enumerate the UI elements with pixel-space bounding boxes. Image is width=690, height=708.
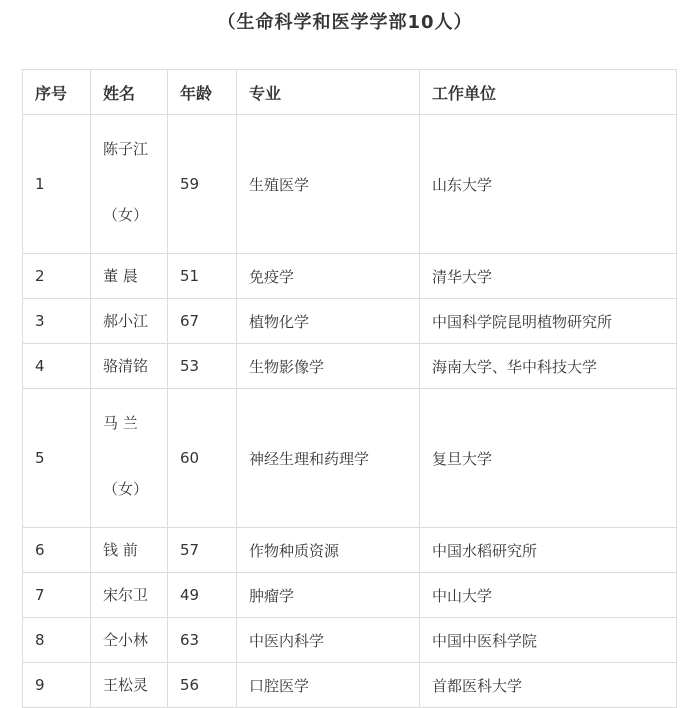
name-text: 郝小江 xyxy=(103,312,149,330)
cell-age: 60 xyxy=(168,389,237,528)
cell-name xyxy=(91,115,168,254)
cell-no: 1 xyxy=(23,115,91,254)
cell-no: 4 xyxy=(23,344,91,389)
cell-major: 神经生理和药理学 xyxy=(237,389,420,528)
name-text: 钱 前 xyxy=(103,541,138,559)
name-text: 仝小林 xyxy=(103,631,149,649)
cell-org: 中国中医科学院 xyxy=(420,618,677,663)
cell-name xyxy=(91,663,168,708)
cell-org: 首都医科大学 xyxy=(420,663,677,708)
table-row xyxy=(23,573,677,618)
cell-org: 复旦大学 xyxy=(420,389,677,528)
gender-note: （女） xyxy=(103,480,149,498)
table-row xyxy=(23,344,677,389)
cell-no: 5 xyxy=(23,389,91,528)
table-row xyxy=(23,254,677,299)
cell-name xyxy=(91,389,168,528)
cell-age: 53 xyxy=(168,344,237,389)
cell-no: 9 xyxy=(23,663,91,708)
cell-major: 生殖医学 xyxy=(237,115,420,254)
cell-org: 中国科学院昆明植物研究所 xyxy=(420,299,677,344)
name-text: 王松灵 xyxy=(103,676,149,694)
cell-no: 6 xyxy=(23,528,91,573)
table-row xyxy=(23,663,677,708)
cell-no: 2 xyxy=(23,254,91,299)
cell-age: 67 xyxy=(168,299,237,344)
table-row xyxy=(23,115,677,254)
name-text: 董 晨 xyxy=(103,267,138,285)
cell-no: 7 xyxy=(23,573,91,618)
cell-org: 海南大学、华中科技大学 xyxy=(420,344,677,389)
cell-name xyxy=(91,573,168,618)
header-org: 工作单位 xyxy=(420,70,677,115)
cell-age: 51 xyxy=(168,254,237,299)
header-age: 年龄 xyxy=(168,70,237,115)
cell-no: 3 xyxy=(23,299,91,344)
name-text: 陈子江 xyxy=(103,140,149,158)
table-row xyxy=(23,389,677,528)
table-row xyxy=(23,618,677,663)
cell-org: 山东大学 xyxy=(420,115,677,254)
name-text: 骆清铭 xyxy=(103,357,149,375)
cell-age: 63 xyxy=(168,618,237,663)
cell-age: 56 xyxy=(168,663,237,708)
cell-no: 8 xyxy=(23,618,91,663)
cell-major: 中医内科学 xyxy=(237,618,420,663)
cell-name xyxy=(91,344,168,389)
header-no: 序号 xyxy=(23,70,91,115)
name-text: 马 兰 xyxy=(103,414,138,432)
cell-major: 作物种质资源 xyxy=(237,528,420,573)
cell-name xyxy=(91,299,168,344)
cell-name xyxy=(91,254,168,299)
cell-major: 植物化学 xyxy=(237,299,420,344)
cell-org: 中山大学 xyxy=(420,573,677,618)
cell-org: 清华大学 xyxy=(420,254,677,299)
table-row xyxy=(23,528,677,573)
cell-name xyxy=(91,528,168,573)
cell-age: 57 xyxy=(168,528,237,573)
name-text: 宋尔卫 xyxy=(103,586,149,604)
table-row xyxy=(23,299,677,344)
cell-name xyxy=(91,618,168,663)
cell-org: 中国水稻研究所 xyxy=(420,528,677,573)
header-name: 姓名 xyxy=(91,70,168,115)
cell-major: 免疫学 xyxy=(237,254,420,299)
cell-major: 生物影像学 xyxy=(237,344,420,389)
cell-age: 59 xyxy=(168,115,237,254)
cell-major: 肿瘤学 xyxy=(237,573,420,618)
table-header-row xyxy=(23,70,677,115)
header-major: 专业 xyxy=(237,70,420,115)
academician-table xyxy=(22,69,677,708)
cell-age: 49 xyxy=(168,573,237,618)
cell-major: 口腔医学 xyxy=(237,663,420,708)
section-title: （生命科学和医学学部10人） xyxy=(217,12,473,33)
gender-note: （女） xyxy=(103,206,149,224)
